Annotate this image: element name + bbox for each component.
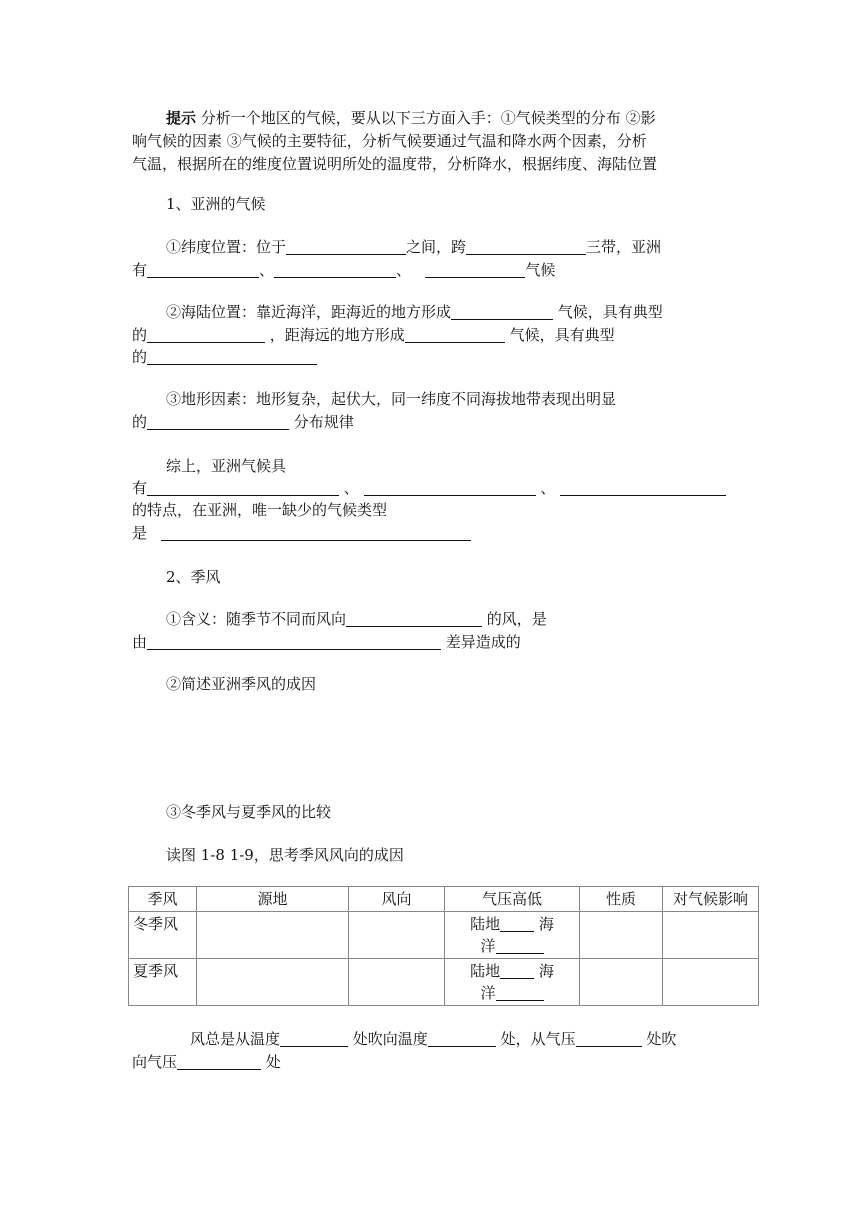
summary-blank-3[interactable]: [560, 479, 726, 496]
summary-text-is: 是: [132, 524, 148, 542]
definition-text-difference: 差异造成的: [441, 633, 521, 651]
wind-rule-text-2: 处吹向温度: [348, 1030, 428, 1048]
wind-rule-text-5: 向气压: [132, 1053, 178, 1071]
terrain-line-1: ③地形因素：地形复杂，起伏大，同一纬度不同海拔地带表现出明显: [166, 390, 617, 408]
sea-text-of: 的: [132, 326, 148, 344]
latitude-line-2: [132, 259, 555, 281]
monsoon-compare-heading: ③冬季风与夏季风的比较: [166, 803, 332, 821]
latitude-blank-1[interactable]: [286, 238, 406, 255]
header-pressure: 气压高低: [445, 887, 580, 912]
wind-rule-text-1: 风总是从温度: [190, 1030, 281, 1048]
row-label-summer: 夏季风: [129, 959, 197, 1006]
sea-typical-text: 气候，具有典型: [553, 303, 663, 321]
table-row: [129, 959, 759, 1006]
monsoon-cause-prompt: ②简述亚洲季风的成因: [166, 675, 317, 693]
latitude-line-1: [166, 236, 661, 258]
winter-effect-cell[interactable]: [663, 912, 759, 959]
hint-label: 提示: [166, 109, 197, 127]
summer-direction-cell[interactable]: [349, 959, 445, 1006]
inland-text-of: 的: [132, 348, 148, 366]
definition-text-by: 由: [132, 633, 148, 651]
hint-line-1: [166, 107, 656, 129]
summer-land-pressure-blank[interactable]: [500, 962, 534, 979]
section-2-heading: 2、季风: [166, 568, 221, 586]
pressure-blank-1[interactable]: [576, 1030, 642, 1047]
sea-land-line-3: [132, 346, 317, 368]
pressure-land-label: 陆地: [470, 962, 501, 980]
sea-land-label: ②海陆位置：靠近海洋，距海近的地方形成: [166, 303, 452, 321]
summer-effect-cell[interactable]: [663, 959, 759, 1006]
wind-direction-blank[interactable]: [346, 610, 482, 627]
winter-direction-cell[interactable]: [349, 912, 445, 959]
terrain-distribution-text: 分布规律: [289, 413, 354, 431]
summer-nature-cell[interactable]: [580, 959, 663, 1006]
summary-text-have: 有: [132, 479, 148, 497]
header-monsoon: 季风: [129, 887, 197, 912]
latitude-text-have: 有: [132, 261, 148, 279]
read-figure-prompt: 读图 1-8 1-9，思考季风风向的成因: [166, 846, 404, 864]
monsoon-comparison-table: [128, 886, 759, 1006]
summer-sea-pressure-blank[interactable]: [496, 984, 544, 1001]
climate-blank-1[interactable]: [147, 261, 259, 278]
wind-rule-text-6: 处: [261, 1053, 281, 1071]
climate-text: 气候: [525, 261, 556, 279]
winter-source-cell[interactable]: [197, 912, 349, 959]
pressure-sea-label-2: 洋: [480, 937, 496, 955]
section-1-heading: 1、亚洲的气候: [166, 195, 266, 213]
hint-line-3: 气温，根据所在的维度位置说明所处的温度带，分析降水，根据纬度、海陆位置: [132, 155, 658, 173]
wind-rule-line-2: [132, 1051, 281, 1073]
pressure-sea-label-2: 洋: [480, 984, 496, 1002]
inland-typical-text: 气候，具有典型: [504, 326, 615, 344]
inland-feature-blank[interactable]: [147, 348, 317, 365]
terrain-line-2: [132, 411, 354, 433]
terrain-text-of: 的: [132, 413, 148, 431]
summary-line-1: 综上，亚洲气候具: [166, 457, 287, 475]
monsoon-definition-line-2: [132, 631, 521, 653]
summer-pressure-cell: [445, 959, 580, 1006]
wind-rule-line-1: [190, 1028, 676, 1050]
cause-difference-blank[interactable]: [147, 633, 441, 650]
climate-blank-3[interactable]: [425, 261, 525, 278]
header-climate-effect: 对气候影响: [663, 887, 759, 912]
inland-text: ，距海远的地方形成: [265, 326, 405, 344]
row-label-winter: 冬季风: [129, 912, 197, 959]
separator: 、: [259, 261, 275, 279]
climate-blank-2[interactable]: [274, 261, 396, 278]
hint-line-2: 响气候的因素 ③气候的主要特征，分析气候要通过气温和降水两个因素，分析: [132, 132, 647, 150]
summer-source-cell[interactable]: [197, 959, 349, 1006]
winter-land-pressure-blank[interactable]: [500, 915, 534, 932]
sea-land-line-1: [166, 301, 663, 323]
monsoon-definition-line-1: [166, 608, 547, 630]
summary-blank-1[interactable]: [147, 479, 339, 496]
separator: 、: [535, 479, 556, 497]
table-row: [129, 912, 759, 959]
header-source: 源地: [197, 887, 349, 912]
summary-blank-2[interactable]: [364, 479, 536, 496]
terrain-blank[interactable]: [147, 413, 289, 430]
summary-line-2: [132, 477, 726, 499]
inland-climate-blank[interactable]: [405, 326, 505, 343]
latitude-blank-2[interactable]: [466, 238, 586, 255]
hint-text-1: 分析一个地区的气候，要从以下三方面入手：①气候类型的分布 ②影: [200, 109, 656, 127]
summary-line-4: [132, 522, 471, 544]
latitude-text-between: 之间，跨: [406, 238, 467, 256]
wind-rule-text-3: 处，从气压: [495, 1030, 576, 1048]
table-header-row: [129, 887, 759, 912]
sea-land-line-2: [132, 324, 615, 346]
sea-feature-blank[interactable]: [147, 326, 265, 343]
pressure-sea-label: 海: [534, 962, 554, 980]
summary-line-3: 的特点，在亚洲，唯一缺少的气候类型: [132, 501, 388, 519]
winter-pressure-cell: [445, 912, 580, 959]
header-direction: 风向: [349, 887, 445, 912]
winter-nature-cell[interactable]: [580, 912, 663, 959]
wind-rule-text-4: 处吹: [641, 1030, 677, 1048]
definition-text-wind: 的风，是: [482, 610, 547, 628]
temperature-blank-2[interactable]: [428, 1030, 496, 1047]
latitude-label: ①纬度位置：位于: [166, 238, 287, 256]
temperature-blank-1[interactable]: [280, 1030, 348, 1047]
pressure-sea-label: 海: [534, 915, 554, 933]
separator: 、: [339, 479, 359, 497]
header-nature: 性质: [580, 887, 663, 912]
winter-sea-pressure-blank[interactable]: [496, 937, 544, 954]
missing-climate-blank[interactable]: [161, 524, 471, 541]
sea-climate-blank[interactable]: [451, 303, 553, 320]
pressure-blank-2[interactable]: [177, 1053, 261, 1070]
latitude-text-zones: 三带，亚洲: [586, 238, 662, 256]
pressure-land-label: 陆地: [470, 915, 501, 933]
separator: 、: [396, 261, 412, 279]
definition-label: ①含义：随季节不同而风向: [166, 610, 347, 628]
